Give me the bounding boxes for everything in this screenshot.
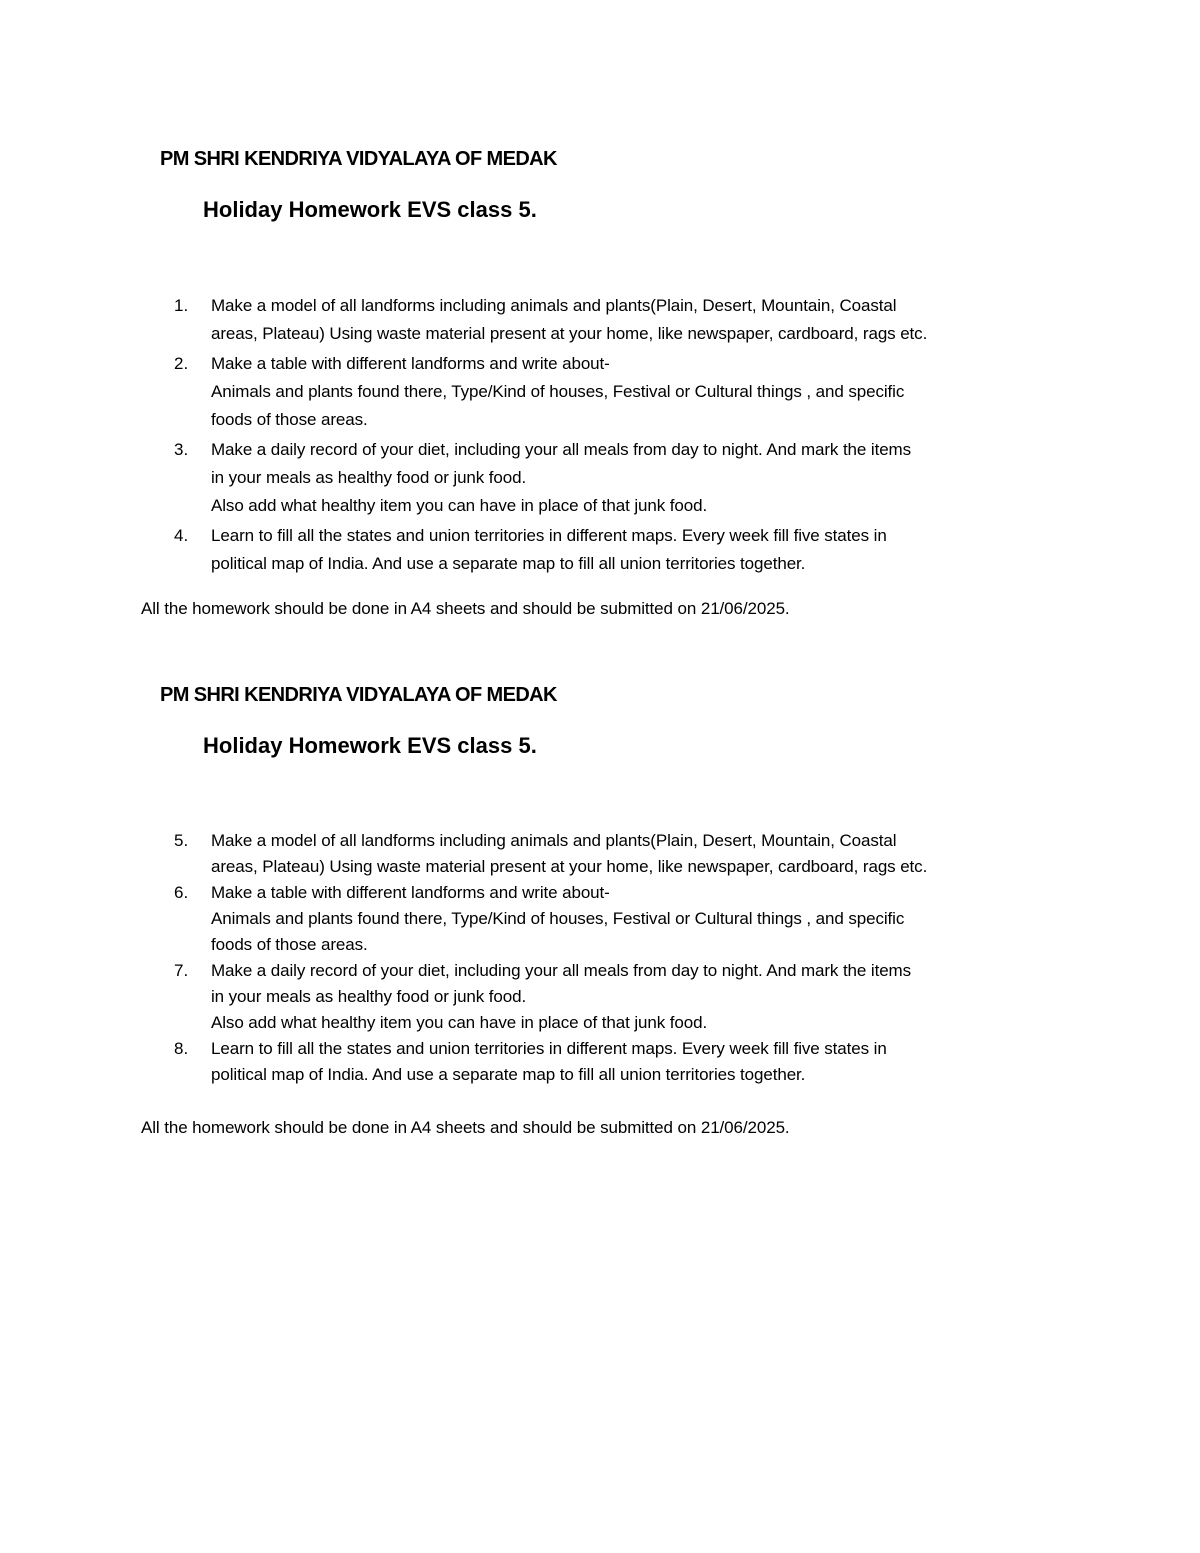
item-line: foods of those areas. xyxy=(211,935,368,954)
list-item xyxy=(0,880,1200,958)
submission-note: All the homework should be done in A4 sheets and should be submitted on 21/06/2025. xyxy=(141,1118,790,1137)
item-line: Animals and plants found there, Type/Kind of houses, Festival or Cultural things , and specific xyxy=(211,382,905,401)
item-line: Make a daily record of your diet, including your all meals from day to night. And mark the items xyxy=(211,961,912,980)
homework-list xyxy=(0,828,1200,1088)
item-line: Also add what healthy item you can have in place of that junk food. xyxy=(211,496,708,515)
item-line: Learn to fill all the states and union territories in different maps. Every week fill five states in xyxy=(211,1039,887,1058)
item-line: Make a table with different landforms and write about- xyxy=(211,883,610,902)
item-line: Learn to fill all the states and union territories in different maps. Every week fill five states in xyxy=(211,526,887,545)
item-line: Make a table with different landforms and write about- xyxy=(211,354,610,373)
list-item xyxy=(0,436,1200,520)
item-line: Animals and plants found there, Type/Kind of houses, Festival or Cultural things , and specific xyxy=(211,909,905,928)
item-number: 1. xyxy=(174,296,189,315)
item-line: in your meals as healthy food or junk food. xyxy=(211,468,527,487)
list-item xyxy=(0,292,1200,348)
item-line: Make a model of all landforms including animals and plants(Plain, Desert, Mountain, Coastal xyxy=(211,296,897,315)
item-line: political map of India. And use a separate map to fill all union territories together. xyxy=(211,1065,806,1084)
item-line: political map of India. And use a separate map to fill all union territories together. xyxy=(211,554,806,573)
item-number: 7. xyxy=(174,961,189,980)
item-line: in your meals as healthy food or junk food. xyxy=(211,987,527,1006)
item-line: Make a daily record of your diet, including your all meals from day to night. And mark the items xyxy=(211,440,912,459)
list-item xyxy=(0,958,1200,1036)
item-line: areas, Plateau) Using waste material present at your home, like newspaper, cardboard, rags etc. xyxy=(211,324,928,343)
list-item xyxy=(0,350,1200,434)
item-number: 4. xyxy=(174,526,189,545)
item-line: Make a model of all landforms including animals and plants(Plain, Desert, Mountain, Coastal xyxy=(211,831,897,850)
list-item xyxy=(0,1036,1200,1088)
school-name: PM SHRI KENDRIYA VIDYALAYA OF MEDAK xyxy=(160,148,557,170)
homework-title: Holiday Homework EVS class 5. xyxy=(203,733,537,758)
list-item xyxy=(0,522,1200,578)
homework-title: Holiday Homework EVS class 5. xyxy=(203,197,537,222)
list-item xyxy=(0,828,1200,880)
item-number: 3. xyxy=(174,440,189,459)
item-line: foods of those areas. xyxy=(211,410,368,429)
school-name: PM SHRI KENDRIYA VIDYALAYA OF MEDAK xyxy=(160,684,557,706)
item-number: 6. xyxy=(174,883,189,902)
homework-list xyxy=(0,292,1200,580)
item-number: 5. xyxy=(174,831,189,850)
item-number: 8. xyxy=(174,1039,189,1058)
item-line: areas, Plateau) Using waste material present at your home, like newspaper, cardboard, rags etc. xyxy=(211,857,928,876)
item-line: Also add what healthy item you can have in place of that junk food. xyxy=(211,1013,708,1032)
submission-note: All the homework should be done in A4 sheets and should be submitted on 21/06/2025. xyxy=(141,599,790,618)
item-number: 2. xyxy=(174,354,189,373)
